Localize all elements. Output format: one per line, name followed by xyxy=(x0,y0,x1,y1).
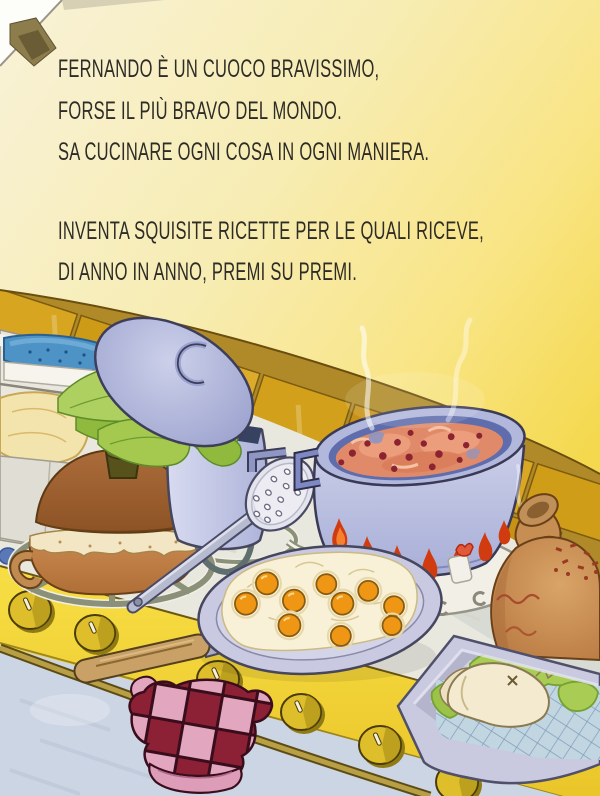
story-line: DI ANNO IN ANNO, PREMI SU PREMI. xyxy=(58,258,358,286)
story-paragraph xyxy=(58,211,600,294)
story-line: INVENTA SQUISITE RICETTE PER LE QUALI RICEVE, xyxy=(58,216,485,245)
story-line: FORSE IL PIÙ BRAVO DEL MONDO. xyxy=(58,96,342,125)
story-line: SA CUCINARE OGNI COSA IN OGNI MANIERA. xyxy=(58,138,430,166)
story-line: FERNANDO È UN CUOCO BRAVISSIMO, xyxy=(58,55,380,83)
story-text xyxy=(58,49,600,294)
story-paragraph xyxy=(58,49,600,174)
